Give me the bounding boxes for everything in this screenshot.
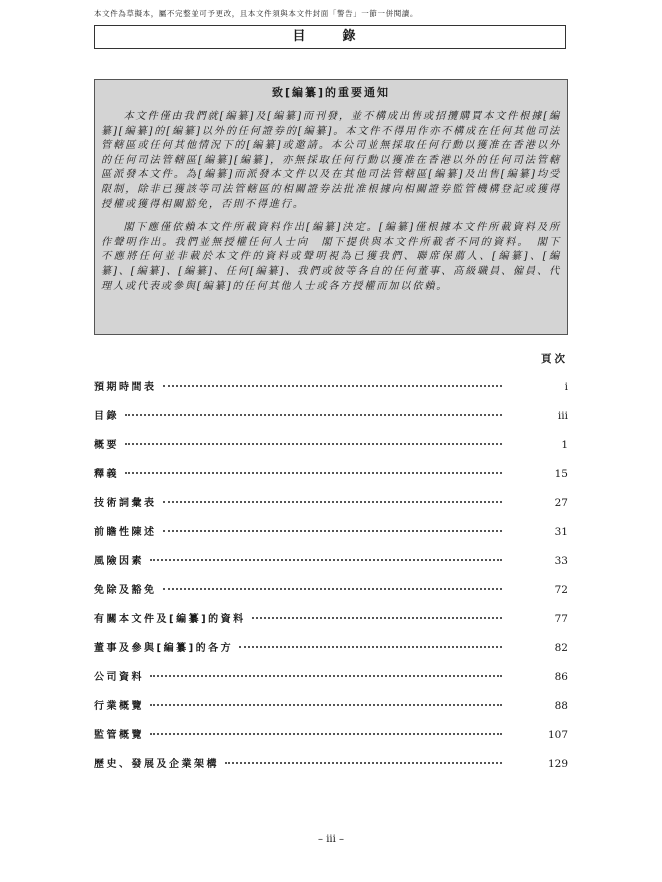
toc-entry-title: 概要 <box>94 440 119 451</box>
toc-entry-page: 82 <box>554 642 568 654</box>
toc-entry-page: 31 <box>554 526 568 538</box>
dot-leader <box>150 703 502 706</box>
toc-entry-page: 129 <box>547 758 568 770</box>
toc-entry-title: 公司資料 <box>94 672 144 683</box>
toc-entry-title: 免除及豁免 <box>94 585 157 596</box>
toc-entry[interactable] <box>94 494 568 523</box>
toc-entry-title: 技術詞彙表 <box>94 498 157 509</box>
dot-leader <box>163 384 503 387</box>
toc-entry[interactable] <box>94 726 568 755</box>
toc-entry-page: 77 <box>554 613 568 625</box>
toc-entry-page: i <box>564 381 568 393</box>
toc-entry-title: 監管概覽 <box>94 730 144 741</box>
toc-entry[interactable] <box>94 378 568 407</box>
toc-entry[interactable] <box>94 610 568 639</box>
notice-paragraph: 閣下應僅依賴本文件所載資料作出[編纂]決定。[編纂]僅根據本文件所載資料及所作聲明作出。我們並無授權任何人士向 閣下提供與本文件所載者不同的資料。 閣下不應將任何並非載於本文件的資料或聲明視為已獲我們、聯席保薦人、[編纂]、[編纂]、[編纂]、[編纂]、任何[編纂]、我們或彼等各自的任何董事、高級職員、僱員、代理人或代表或參與[編纂]的任何其他人士或各方授權而加以依賴。 <box>101 222 561 292</box>
page-title: 目 錄 <box>94 25 566 49</box>
dot-leader <box>150 674 502 677</box>
notice-paragraph: 本文件僅由我們就[編纂]及[編纂]而刊發，並不構成出售或招攬購買本文件根據[編纂][編纂]的[編纂]以外的任何證券的[編纂]。本文件不得用作亦不構成在任何其他司法管轄區或任何其他情況下的[編纂]或邀請。本公司並無採取任何行動以獲准在香港以外的任何司法管轄區[編纂][編纂]，亦無採取任何行動以獲准在香港以外的任何司法管轄區派發本文件。為[編纂]而派發本文件以及在其他司法管轄區[編纂]及出售[編纂]均受限制，除非已獲該等司法管轄區的相關證券法批准根據向相關證券監管機構登記或獲得授權或獲得相關豁免，否則不得進行。 <box>101 111 561 210</box>
toc-entry-page: 33 <box>554 555 568 567</box>
toc-entry-title: 行業概覽 <box>94 701 144 712</box>
toc-entry-title: 董事及參與[編纂]的各方 <box>94 643 234 654</box>
toc-entry-title: 有關本文件及[編纂]的資料 <box>94 614 246 625</box>
dot-leader <box>163 500 503 503</box>
toc-entry-page: 72 <box>554 584 568 596</box>
dot-leader <box>125 471 502 474</box>
page-number-footer: – iii – <box>318 834 344 845</box>
dot-leader <box>225 761 502 764</box>
table-of-contents <box>94 378 568 784</box>
dot-leader <box>163 587 503 590</box>
toc-entry-page: iii <box>557 410 568 422</box>
toc-entry-title: 釋義 <box>94 469 119 480</box>
toc-entry-page: 107 <box>547 729 568 741</box>
toc-entry[interactable] <box>94 755 568 784</box>
toc-entry[interactable] <box>94 523 568 552</box>
dot-leader <box>125 413 502 416</box>
dot-leader <box>150 732 502 735</box>
toc-entry-page: 88 <box>554 700 568 712</box>
toc-entry[interactable] <box>94 465 568 494</box>
toc-entry[interactable] <box>94 436 568 465</box>
toc-entry-page: 86 <box>554 671 568 683</box>
notice-heading: 致[編纂]的重要通知 <box>271 86 391 99</box>
dot-leader <box>125 442 502 445</box>
toc-entry-page: 15 <box>554 468 568 480</box>
draft-disclaimer: 本文件為草擬本，屬不完整並可予更改，且本文件須與本文件封面「警告」一節一併閱讀。 <box>94 9 418 18</box>
dot-leader <box>163 529 503 532</box>
toc-entry-title: 風險因素 <box>94 556 144 567</box>
toc-entry[interactable] <box>94 552 568 581</box>
toc-entry-title: 預期時間表 <box>94 382 157 393</box>
toc-entry-page: 1 <box>561 439 568 451</box>
dot-leader <box>252 616 502 619</box>
toc-entry-page: 27 <box>554 497 568 509</box>
toc-entry-title: 歷史、發展及企業架構 <box>94 759 219 770</box>
toc-entry-title: 前瞻性陳述 <box>94 527 157 538</box>
toc-entry[interactable] <box>94 407 568 436</box>
toc-entry-title: 目錄 <box>94 411 119 422</box>
toc-entry[interactable] <box>94 697 568 726</box>
toc-entry[interactable] <box>94 668 568 697</box>
dot-leader <box>150 558 502 561</box>
page-column-label: 頁次 <box>541 353 568 365</box>
toc-entry[interactable] <box>94 639 568 668</box>
toc-entry[interactable] <box>94 581 568 610</box>
important-notice-box <box>94 79 568 335</box>
dot-leader <box>239 645 502 648</box>
